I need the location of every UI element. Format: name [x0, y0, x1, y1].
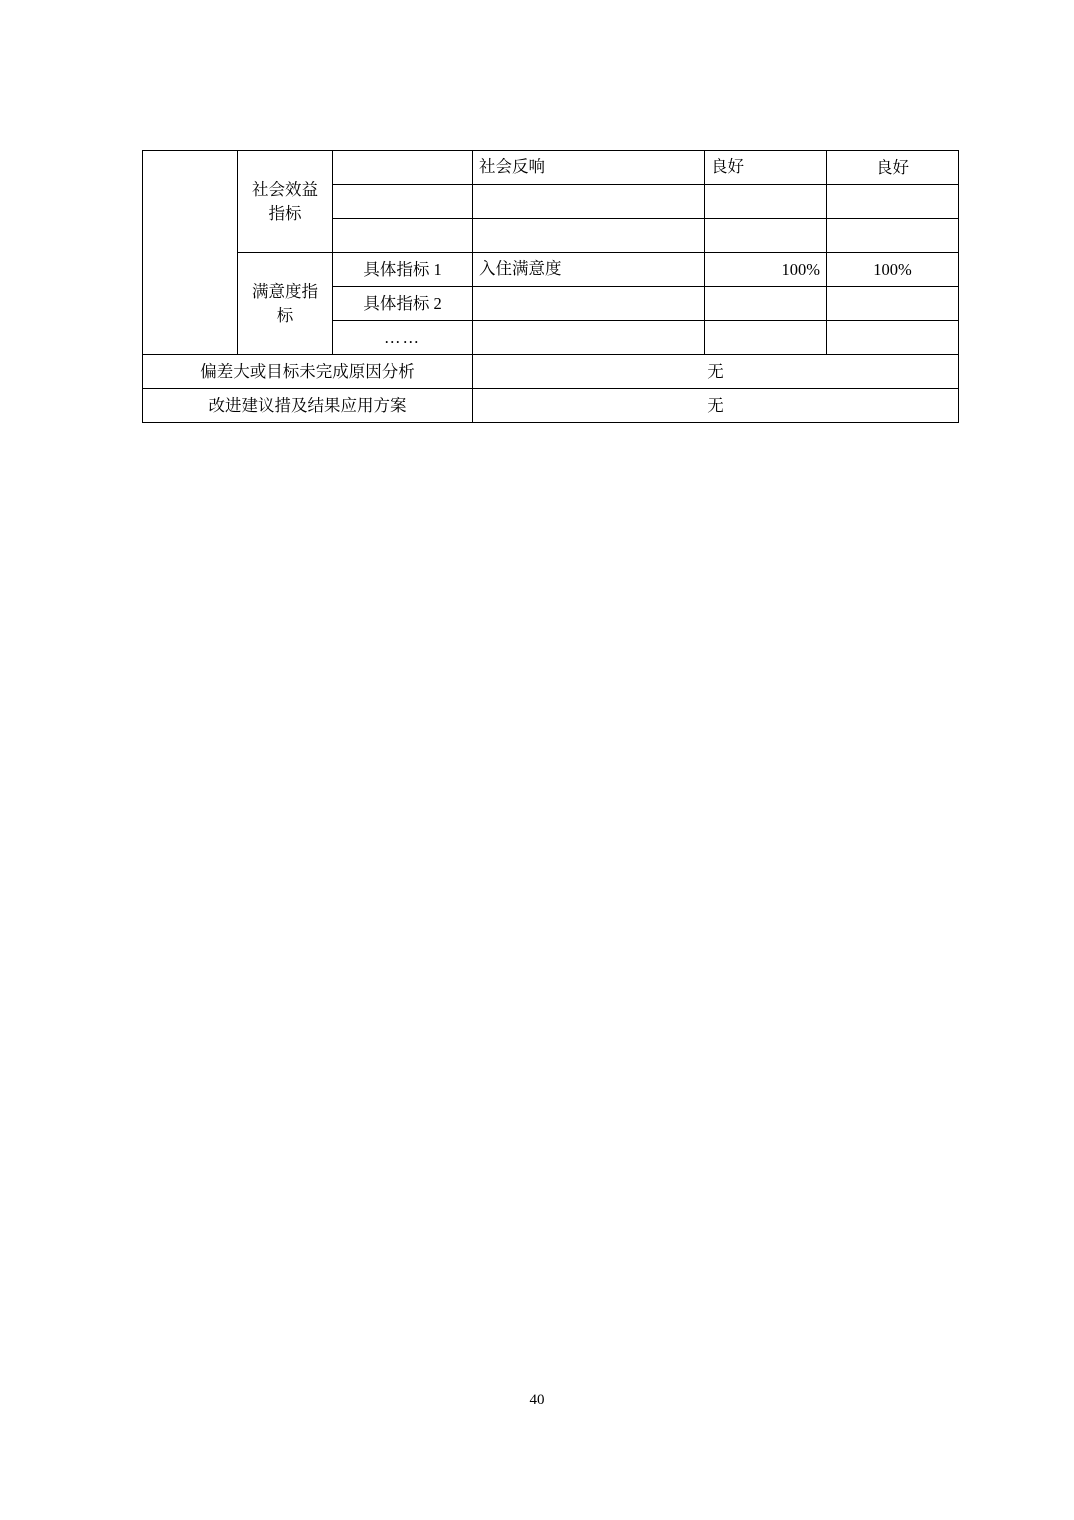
cell-content-satis-1: 入住满意度	[473, 253, 705, 287]
cell-indicator-satis-2: 具体指标 2	[333, 287, 473, 321]
cell-actual-social-3	[827, 219, 959, 253]
table-row	[143, 151, 959, 185]
cell-indicator-social-1	[333, 151, 473, 185]
cell-improvement-value: 无	[473, 389, 959, 423]
cell-indicator-social-2	[333, 185, 473, 219]
cell-category-social: 社会效益指标	[238, 151, 333, 253]
cell-deviation-value: 无	[473, 355, 959, 389]
cell-actual-satis-2	[827, 287, 959, 321]
table-row	[143, 253, 959, 287]
cell-target-social-1: 良好	[705, 151, 827, 185]
cell-actual-satis-1: 100%	[827, 253, 959, 287]
cell-target-social-2	[705, 185, 827, 219]
page-number: 40	[529, 1392, 545, 1408]
cell-content-satis-2	[473, 287, 705, 321]
cell-content-satis-3	[473, 321, 705, 355]
cell-actual-social-1: 良好	[827, 151, 959, 185]
cell-target-social-3	[705, 219, 827, 253]
cell-target-satis-1: 100%	[705, 253, 827, 287]
table-row	[143, 389, 959, 423]
cell-actual-satis-3	[827, 321, 959, 355]
cell-deviation-label: 偏差大或目标未完成原因分析	[143, 355, 473, 389]
cell-actual-social-2	[827, 185, 959, 219]
cell-content-social-3	[473, 219, 705, 253]
cell-improvement-label: 改进建议措及结果应用方案	[143, 389, 473, 423]
cell-content-social-1: 社会反响	[473, 151, 705, 185]
cell-target-satis-3	[705, 321, 827, 355]
performance-indicator-table	[142, 150, 959, 423]
cell-group-label	[143, 151, 238, 355]
cell-content-social-2	[473, 185, 705, 219]
cell-indicator-satis-1: 具体指标 1	[333, 253, 473, 287]
table-row	[143, 355, 959, 389]
cell-category-satisfaction: 满意度指标	[238, 253, 333, 355]
cell-indicator-satis-3: ……	[333, 321, 473, 355]
cell-indicator-social-3	[333, 219, 473, 253]
cell-target-satis-2	[705, 287, 827, 321]
